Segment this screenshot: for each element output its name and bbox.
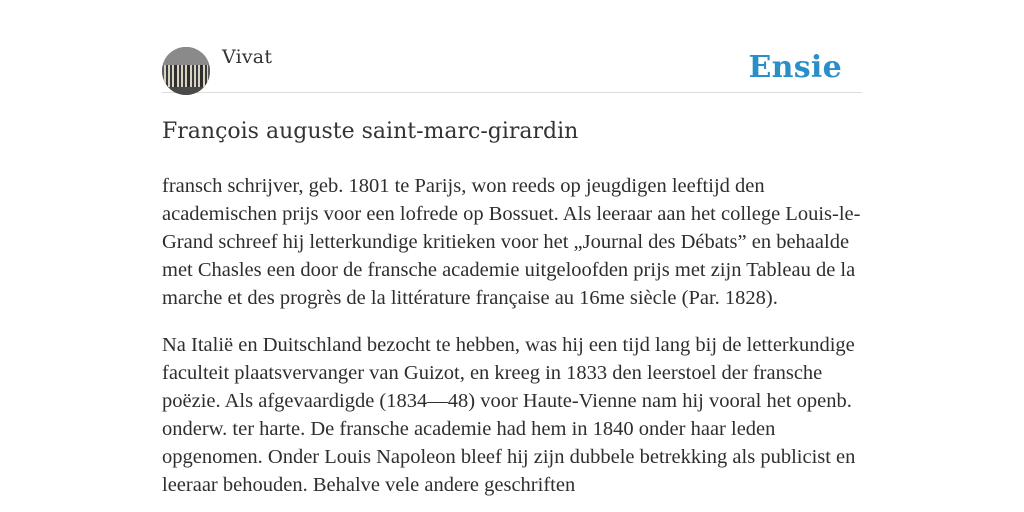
avatar[interactable] [162, 47, 210, 95]
brand-logo[interactable]: Ensie [748, 50, 842, 85]
paragraph: Na Italië en Duitschland bezocht te hebben, was hij een tijd lang bij de letterkundige faculteit plaatsvervanger van Guizot, en kreeg in 1833 den leerstoel der fransche poëzie. Als afgevaardigde (1834—48) voor Haute-Vienne nam hij vooral het openb. onderw. ter harte. De fransche academie had hem in 1840 onder haar leden opgenomen. Onder Louis Napoleon bleef hij zijn dubbele betrekking als publicist en leeraar behouden. Behalve vele andere geschriften [162, 334, 856, 496]
header [162, 0, 862, 93]
article-title: François auguste saint-marc-girardin [162, 119, 579, 144]
paragraph: fransch schrijver, geb. 1801 te Parijs, won reeds op jeugdigen leeftijd den academischen prijs voor een lofrede op Bossuet. Als leeraar aan het college Louis-le-Grand schreef hij letterkundige kritieken voor het „Journal des Débats” en behaalde met Chasles een door de fransche academie uitgeloofden prijs met zijn Tableau de la marche et des progrès de la littérature française au 16me siècle (Par. 1828). [162, 175, 861, 309]
author-name[interactable]: Vivat [222, 46, 273, 68]
article-body [162, 172, 862, 499]
page [162, 0, 862, 512]
book-spines-avatar-icon [162, 47, 210, 95]
